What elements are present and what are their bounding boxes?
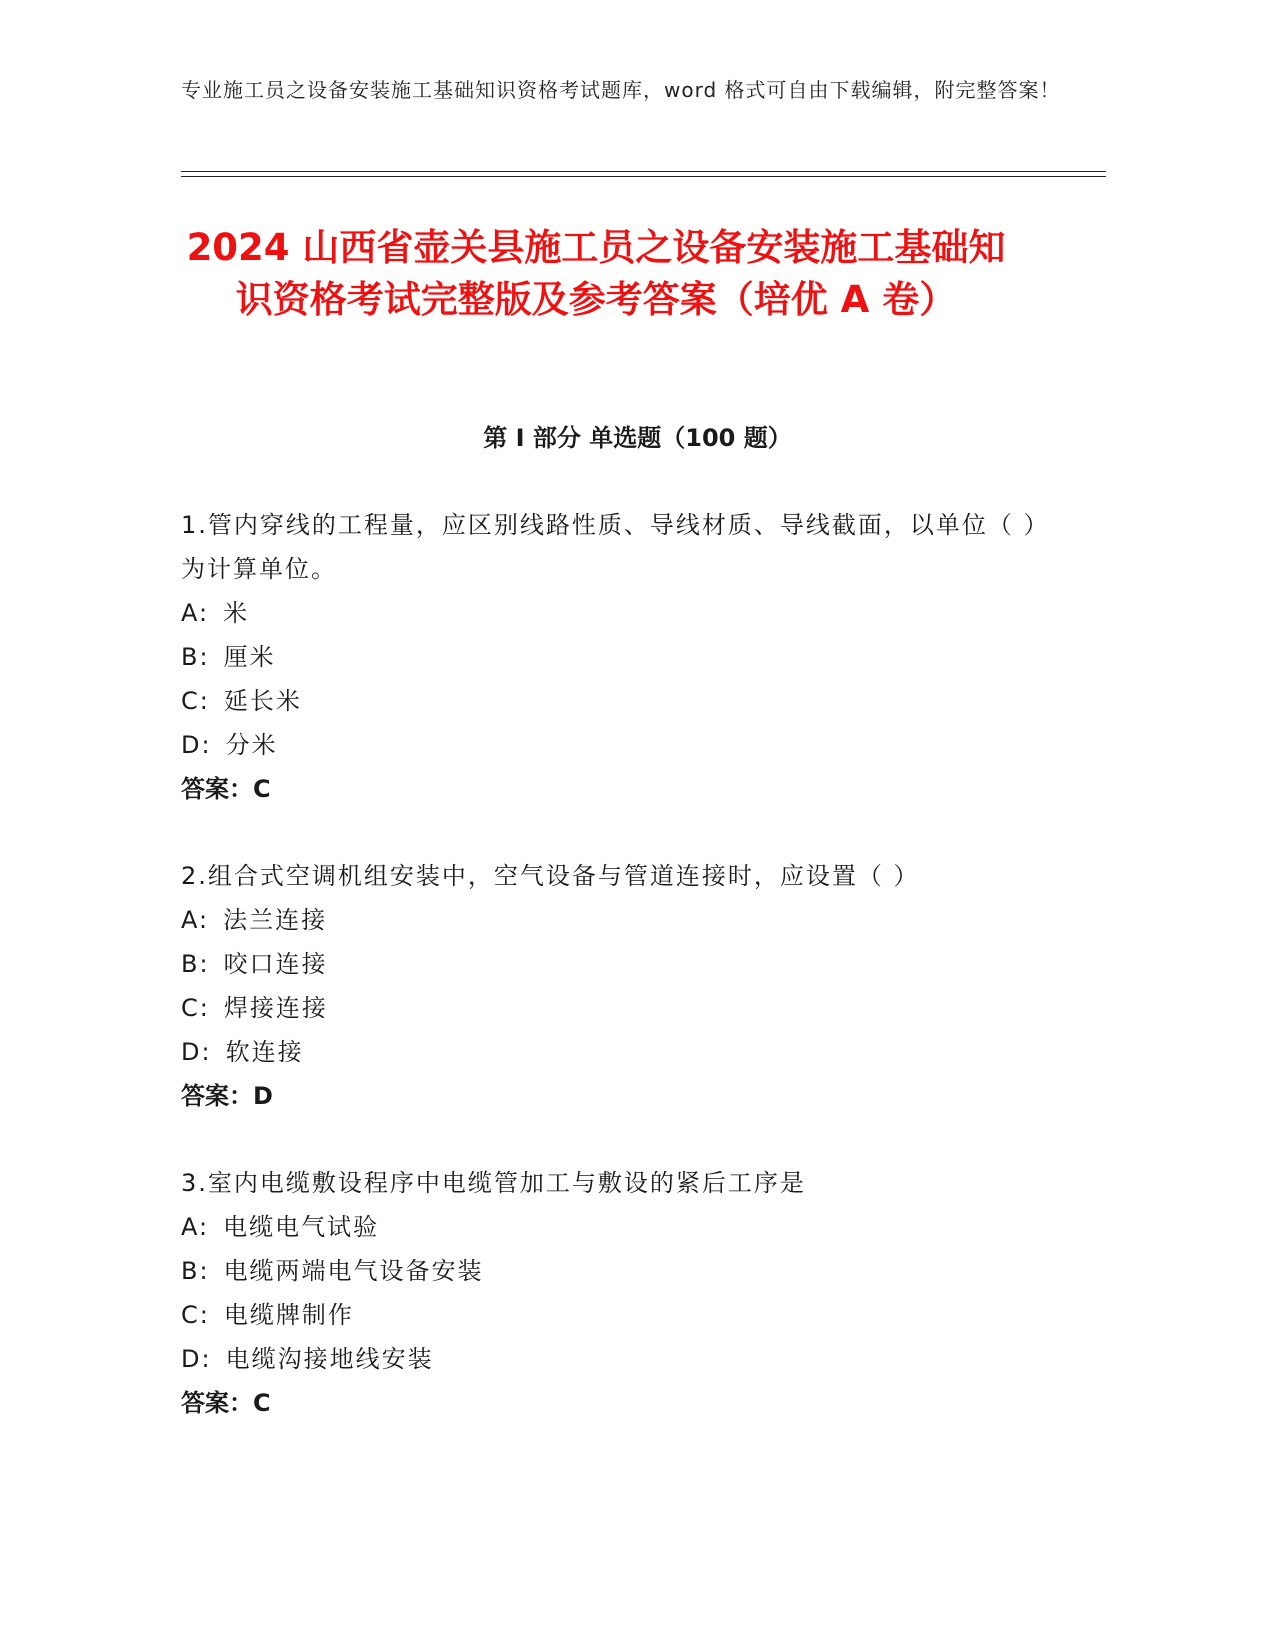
option-text: 电缆两端电气设备安装 bbox=[223, 1257, 484, 1285]
option-text: 咬口连接 bbox=[223, 950, 328, 978]
header-rule-thick bbox=[181, 171, 1106, 172]
option-text: 软连接 bbox=[225, 1038, 304, 1066]
question-stem: 1.管内穿线的工程量，应区别线路性质、导线材质、导线截面，以单位（ ）为计算单位。 bbox=[181, 511, 1038, 583]
question-list bbox=[181, 503, 1041, 1425]
answer-line: 答案：C bbox=[181, 775, 271, 803]
option-c bbox=[181, 1293, 1041, 1337]
section-title: 第 I 部分 单选题（100 题） bbox=[483, 424, 792, 452]
option-text: 延长米 bbox=[223, 687, 302, 715]
question-stem: 3.室内电缆敷设程序中电缆管加工与敷设的紧后工序是 bbox=[181, 1169, 806, 1197]
option-key: C: bbox=[181, 1301, 210, 1329]
option-b bbox=[181, 1249, 1041, 1293]
answer-line: 答案：C bbox=[181, 1389, 271, 1417]
option-text: 电缆沟接地线安装 bbox=[225, 1345, 434, 1373]
option-text: 分米 bbox=[225, 731, 278, 759]
header-rule-thin bbox=[181, 176, 1106, 177]
option-text: 米 bbox=[223, 599, 250, 627]
question-2 bbox=[181, 854, 1041, 1118]
option-key: D: bbox=[181, 1038, 212, 1066]
header-note: 专业施工员之设备安装施工基础知识资格考试题库，word 格式可自由下载编辑，附完整答案！ bbox=[181, 78, 1061, 102]
option-a bbox=[181, 591, 1041, 635]
option-key: C: bbox=[181, 994, 210, 1022]
option-key: B: bbox=[181, 950, 210, 978]
option-key: C: bbox=[181, 687, 210, 715]
question-1 bbox=[181, 503, 1041, 811]
option-text: 电缆电气试验 bbox=[223, 1213, 380, 1241]
option-key: A: bbox=[181, 906, 210, 934]
option-a bbox=[181, 1205, 1041, 1249]
option-text: 法兰连接 bbox=[223, 906, 328, 934]
document-title: 2024 山西省壶关县施工员之设备安装施工基础知识资格考试完整版及参考答案（培优 A 卷） bbox=[186, 226, 1006, 321]
option-key: D: bbox=[181, 1345, 212, 1373]
option-key: B: bbox=[181, 1257, 210, 1285]
option-b bbox=[181, 942, 1041, 986]
option-key: A: bbox=[181, 1213, 210, 1241]
option-text: 焊接连接 bbox=[223, 994, 328, 1022]
option-key: A: bbox=[181, 599, 210, 627]
question-stem: 2.组合式空调机组安装中，空气设备与管道连接时，应设置（ ） bbox=[181, 862, 920, 890]
option-b bbox=[181, 635, 1041, 679]
option-text: 电缆牌制作 bbox=[223, 1301, 354, 1329]
option-key: B: bbox=[181, 643, 210, 671]
option-d bbox=[181, 1337, 1041, 1381]
option-key: D: bbox=[181, 731, 212, 759]
option-d bbox=[181, 1030, 1041, 1074]
option-c bbox=[181, 986, 1041, 1030]
option-a bbox=[181, 898, 1041, 942]
option-c bbox=[181, 679, 1041, 723]
option-text: 厘米 bbox=[223, 643, 276, 671]
question-3 bbox=[181, 1161, 1041, 1425]
answer-line: 答案：D bbox=[181, 1082, 273, 1110]
option-d bbox=[181, 723, 1041, 767]
